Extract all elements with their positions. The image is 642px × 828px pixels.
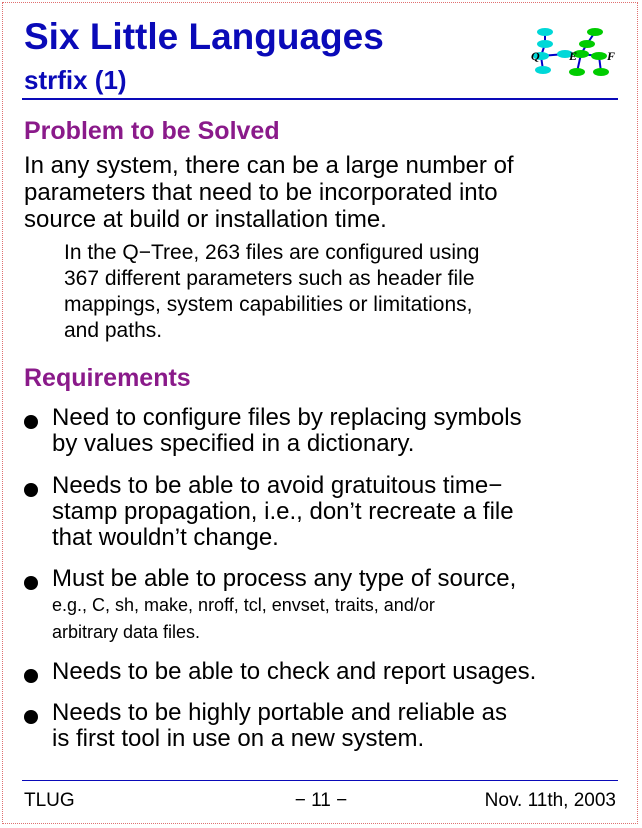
bullet-dot xyxy=(24,669,38,683)
requirement-line: Needs to be able to avoid gratuitous time− xyxy=(52,472,503,499)
requirement-item xyxy=(24,566,624,646)
problem-line: In any system, there can be a large number of xyxy=(24,152,514,179)
requirement-line: stamp propagation, i.e., don’t recreate a file xyxy=(52,498,514,525)
logo-letter-e: E xyxy=(569,49,578,63)
quote-line: and paths. xyxy=(64,319,163,342)
requirement-line: is first tool in use on a new system. xyxy=(52,725,425,752)
footer-left: TLUG xyxy=(24,790,75,811)
slide-subtitle: strfix (1) xyxy=(24,65,127,95)
requirement-small-line: e.g., C, sh, make, nroff, tcl, envset, traits, and/or xyxy=(52,595,435,615)
footer-page-number: − 11 − xyxy=(294,790,348,811)
logo-letter-f: F xyxy=(607,49,616,63)
footer-date: Nov. 11th, 2003 xyxy=(484,790,616,811)
bullet-dot xyxy=(24,710,38,724)
requirements-heading: Requirements xyxy=(24,364,191,392)
slide-title: Six Little Languages xyxy=(24,16,384,57)
quote-line: mappings, system capabilities or limitations, xyxy=(64,293,473,316)
quote-line: In the Q−Tree, 263 files are configured using xyxy=(64,241,480,264)
quote-line: 367 different parameters such as header file xyxy=(64,267,475,290)
problem-line: parameters that need to be incorporated into xyxy=(24,179,498,206)
requirement-line: by values specified in a dictionary. xyxy=(52,430,415,457)
requirement-small-line: arbitrary data files. xyxy=(52,622,201,642)
bullet-dot xyxy=(24,483,38,497)
requirement-item xyxy=(24,659,624,685)
logo-letter-q: Q xyxy=(531,49,540,63)
qef-logo xyxy=(527,22,617,84)
header-rule xyxy=(22,98,618,100)
bullet-dot xyxy=(24,576,38,590)
requirement-line: Needs to be highly portable and reliable as xyxy=(52,699,507,726)
footer-rule xyxy=(22,780,618,781)
requirement-line: that wouldn’t change. xyxy=(52,524,279,551)
problem-heading: Problem to be Solved xyxy=(24,117,280,145)
requirement-item xyxy=(24,700,624,752)
requirement-line: Need to configure files by replacing symbols xyxy=(52,404,522,431)
requirement-line: Must be able to process any type of source, xyxy=(52,565,517,592)
bullet-dot xyxy=(24,415,38,429)
requirement-item xyxy=(24,405,624,457)
problem-paragraph xyxy=(24,152,620,233)
requirement-item xyxy=(24,473,624,551)
problem-quote xyxy=(64,240,604,344)
problem-line: source at build or installation time. xyxy=(24,206,387,233)
requirement-line: Needs to be able to check and report usages. xyxy=(52,658,537,685)
